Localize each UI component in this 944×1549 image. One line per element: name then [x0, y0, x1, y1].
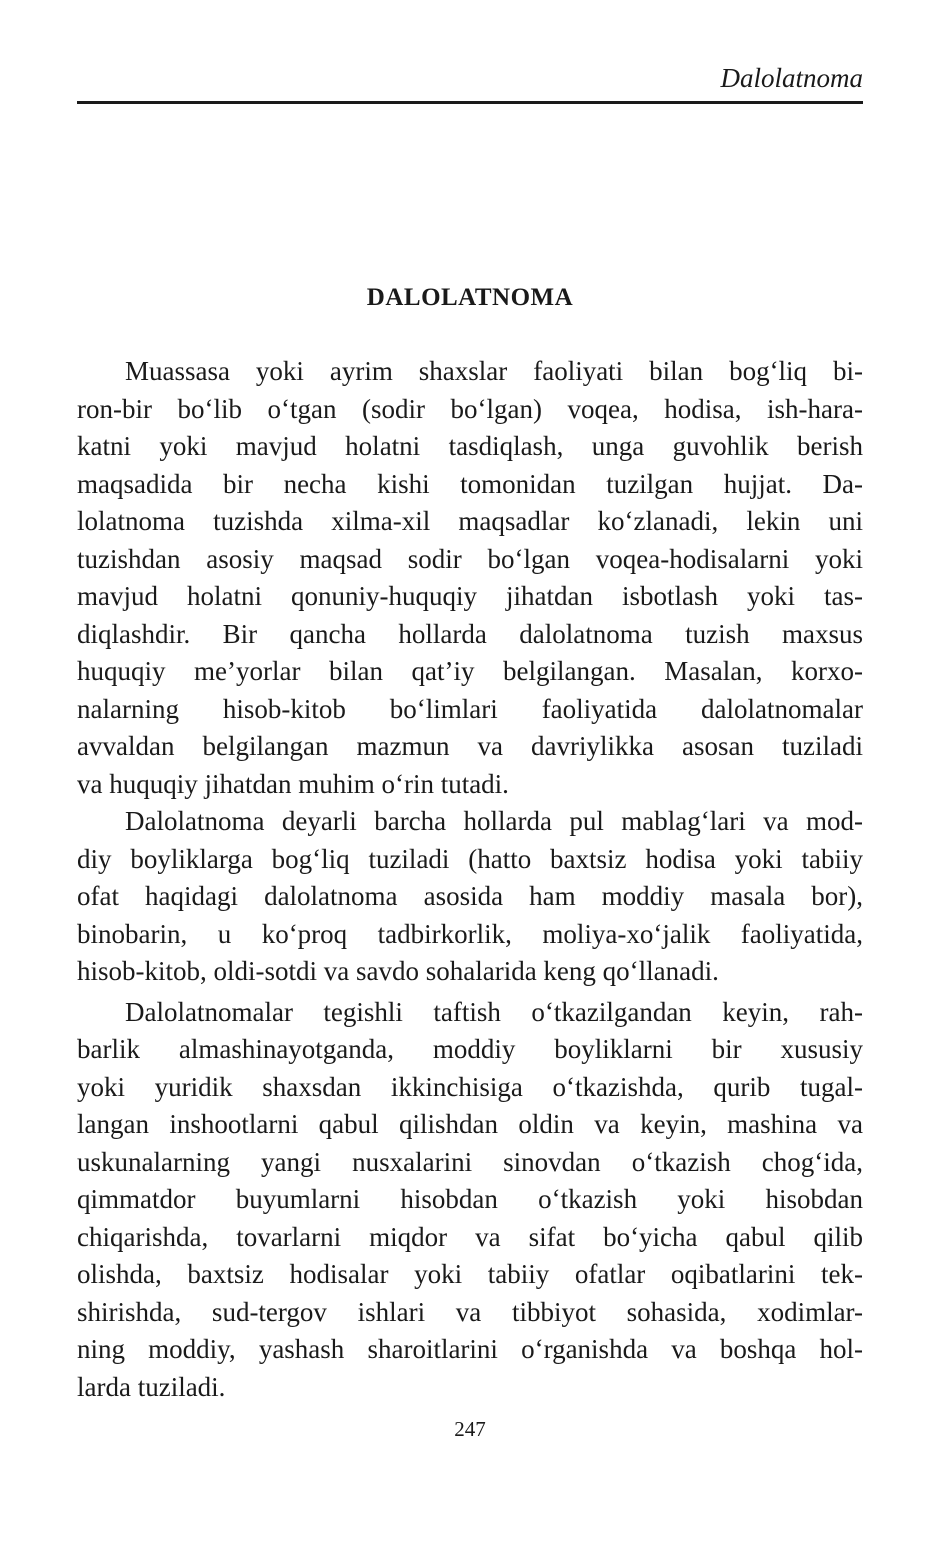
text-line: avvaldan belgilangan mazmun va davriylikka asosan tuziladi	[77, 731, 863, 761]
body-text	[77, 353, 863, 1406]
text-line: lolatnoma tuzishda xilma-xil maqsadlar ko‘zlanadi, lekin uni	[77, 506, 863, 536]
text-line: maqsadida bir necha kishi tomonidan tuzilgan hujjat. Da-	[77, 468, 863, 499]
page-title: DALOLATNOMA	[366, 284, 574, 311]
text-line: binobarin, u ko‘proq tadbirkorlik, moliya-xo‘jalik faoliyatida,	[77, 918, 863, 949]
running-header: Dalolatnoma	[720, 63, 863, 93]
text-line: hisob-kitob, oldi-sotdi va savdo sohalarida keng qo‘llanadi.	[77, 956, 719, 986]
text-line: diy boyliklarga bog‘liq tuziladi (hatto baxtsiz hodisa yoki tabiiy	[77, 843, 863, 874]
text-line: nalarning hisob-kitob bo‘limlari faoliyatida dalolatnomalar	[77, 693, 863, 724]
text-line: va huquqiy jihatdan muhim o‘rin tutadi.	[77, 768, 509, 799]
text-line: barlik almashinayotganda, moddiy boyliklarni bir xususiy	[77, 1034, 863, 1064]
text-line: diqlashdir. Bir qancha hollarda dalolatnoma tuzish maxsus	[77, 618, 863, 649]
page-number: 247	[454, 1417, 486, 1441]
text-line: Dalolatnomalar tegishli taftish o‘tkazilgandan keyin, rah-	[125, 996, 863, 1027]
text-line: langan inshootlarni qabul qilishdan oldin va keyin, mashina va	[77, 1109, 863, 1139]
text-line: Dalolatnoma deyarli barcha hollarda pul mablag‘lari va mod-	[125, 806, 863, 836]
text-line: ning moddiy, yashash sharoitlarini o‘rganishda va boshqa hol-	[77, 1334, 863, 1364]
text-line: ron-bir bo‘lib o‘tgan (sodir bo‘lgan) voqea, hodisa, ish-hara-	[77, 393, 863, 424]
text-line: katni yoki mavjud holatni tasdiqlash, unga guvohlik berish	[77, 431, 863, 461]
text-line: Muassasa yoki ayrim shaxslar faoliyati bilan bog‘liq bi-	[125, 356, 863, 386]
text-line: huquqiy me’yorlar bilan qat’iy belgilangan. Masalan, korxo-	[77, 656, 863, 686]
paragraph	[77, 803, 863, 991]
text-line: ofat haqidagi dalolatnoma asosida ham moddiy masala bor),	[77, 881, 863, 911]
text-line: uskunalarning yangi nusxalarini sinovdan o‘tkazish chog‘ida,	[77, 1146, 863, 1177]
text-line: olishda, baxtsiz hodisalar yoki tabiiy ofatlar oqibatlarini tek-	[77, 1259, 863, 1289]
text-line: yoki yuridik shaxsdan ikkinchisiga o‘tkazishda, qurib tugal-	[77, 1071, 863, 1102]
text-line: qimmatdor buyumlarni hisobdan o‘tkazish yoki hisobdan	[77, 1184, 863, 1214]
text-line: shirishda, sud-tergov ishlari va tibbiyot sohasida, xodimlar-	[77, 1296, 863, 1327]
header-rule	[77, 101, 863, 104]
text-line: tuzishdan asosiy maqsad sodir bo‘lgan voqea-hodisalarni yoki	[77, 543, 863, 574]
text-line: chiqarishda, tovarlarni miqdor va sifat bo‘yicha qabul qilib	[77, 1221, 863, 1252]
text-line: mavjud holatni qonuniy-huquqiy jihatdan isbotlash yoki tas-	[77, 581, 863, 611]
text-line: larda tuziladi.	[77, 1371, 226, 1402]
paragraph	[77, 994, 863, 1407]
paragraph	[77, 353, 863, 803]
